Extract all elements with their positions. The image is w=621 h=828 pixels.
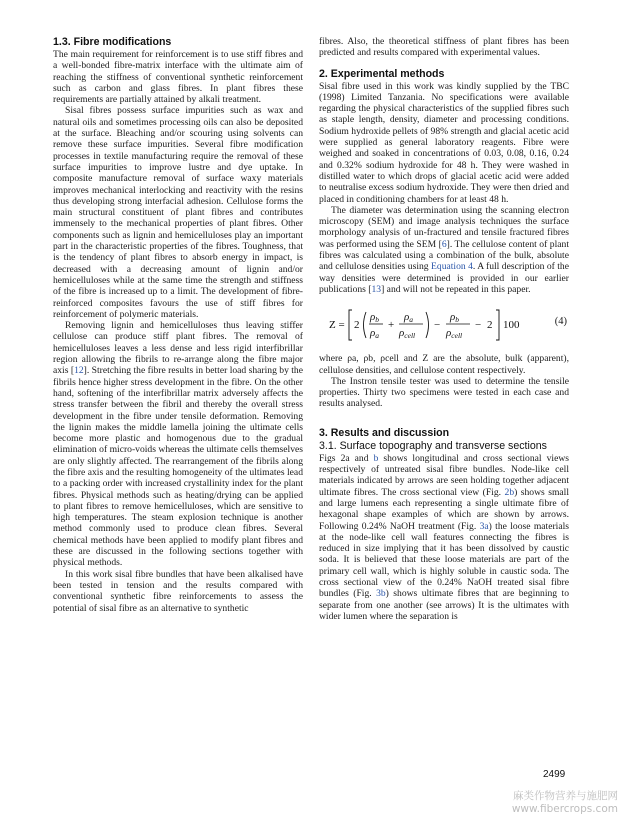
- equation-number: (4): [554, 316, 567, 328]
- figure-link[interactable]: b: [373, 452, 379, 464]
- section-heading-3-1: 3.1. Surface topography and transverse sections: [319, 439, 547, 452]
- paragraph-diameter: The diameter was determination using the scanning electron microscopy (SEM) and image analysis techniques the surface morphology analysis of un-fractured and tensile fractured fibres was performed using the SEM [6]. The cellulose content of plant fibres was calculated using a combination of the bulk, absolute and cellulose densities using Equation 4. A full description of the way densities were determined is provided in our earlier publications [13] and will not be repeated in this paper.: [319, 204, 569, 295]
- paragraph-removing-lignin: Removing lignin and hemicelluloses thus leaving stiffer cellulose can produce stiff plant fibres. The removal of hemicelluloses leaves a less dense and less rigid interfibrillar region allowing the fibrils to re-arrange along the fibre major axis [12]. Stretching the fibre results in better load sharing by the fibrils hence higher stress development in the fibre. On the other hand, softening of the interfibrillar matrix adversely affects the stress transfer between the fibril and thereby the overall stress development in the fibre under tensile deformation. Removing the lignin makes the middle lamella joining the ultimate cells become more plastic and homogenous due to the gradual elimination of micro-voids whereas the ultimate cells themselves are only slightly affected. The rearrangement of the fibrils along the fibre axis and the resulting homogeneity of the ultimates lead to a packing order with increased crystallinity index for the plant fibres. Physical methods such as heating/drying can be applied to plant fibres to remove hemicelluloses, which are sensitive to high temperatures. The steam explosion technique is another method commonly used to produce clean fibres. Several chemical methods have been applied to modify plant fibres and these are discussed in the following sections together with physical methods.: [53, 320, 303, 569]
- equation-link[interactable]: Equation 4: [431, 261, 473, 273]
- watermark-line-1: 麻类作物营养与施肥网: [513, 790, 618, 802]
- svg-text:ρcell: ρcell: [399, 327, 416, 341]
- section-heading-2: 2. Experimental methods: [319, 67, 445, 80]
- paragraph-this-work: In this work sisal fibre bundles that have been alkalised have been tested in tension and the results compared with conventional synthetic fibre reinforcements to assess the potential of sisal fibre as an alternative to synthetic: [53, 568, 303, 614]
- right-column: [319, 36, 569, 622]
- section-heading-1-3: 1.3. Fibre modifications: [53, 36, 172, 48]
- svg-text:Z =: Z =: [329, 319, 345, 332]
- svg-text:2: 2: [354, 319, 360, 332]
- figure-link[interactable]: 3b: [376, 588, 386, 600]
- citation-link[interactable]: 12: [74, 365, 84, 377]
- paragraph-where: where ρa, ρb, ρcell and Z are the absolute, bulk (apparent), cellulose densities, and cellulose content respectively.: [319, 353, 569, 376]
- figure-link[interactable]: 3a: [479, 520, 489, 532]
- left-column: [53, 36, 303, 614]
- figure-link[interactable]: 2b: [504, 486, 515, 498]
- paragraph-instron: The Instron tensile tester was used to determine the tensile properties. Thirty two specimens were tested in each case and results analysed.: [319, 375, 569, 410]
- citation-link[interactable]: 13: [371, 283, 382, 295]
- svg-text:ρb: ρb: [370, 311, 380, 325]
- svg-text:ρa: ρa: [404, 311, 414, 325]
- paragraph-requirement: The main requirement for reinforcement is to use stiff fibres and a well-bonded fibre-matrix interface with the ultimate aim of reaching the stiffness of conventional synthetic reinforcement such as carbon and glass fibres. In plant fibres these requirements are partially attained by alkali treatment.: [53, 49, 303, 106]
- watermark-line-2: www.fibercrops.com: [511, 803, 618, 815]
- page-number: 2499: [543, 769, 566, 780]
- paragraph-surface-impurities: Sisal fibres possess surface impurities such as wax and natural oils and sometimes processing oils can also be deposited at the surface. Bleaching and/or scouring using solvents can remove these surface impurities. Several fibre modification processes in textile manufacturing require the removal of these surface impurities to improve lustre and dye uptake. In composite manufacture removal of surface waxy materials improves mechanical interlocking and reactivity with the resins thus developing strong interfacial adhesion. Cellulose forms the main structural constituent of plant fibres and contributes immensely to the mechanical properties of plant fibres. Other components such as lignin and hemicelluloses play an important part in the characteristic properties of the fibres. Toughness, that is the tendency of plant fibres to absorb energy in impact, is decreased with a decreasing amount of lignin and/or hemicelluloses while at the same time the strength and stiffness of the fibre is increased up to a limit. The development of fibre-reinforced composites favours the use of stiff fibres for reinforcement of polymeric materials.: [53, 105, 303, 320]
- svg-text:ρb: ρb: [450, 311, 460, 325]
- svg-text:ρcell: ρcell: [446, 327, 463, 341]
- svg-text:100: 100: [503, 319, 520, 332]
- section-heading-3: 3. Results and discussion: [319, 426, 450, 439]
- paragraph-figs: Figs 2a and b shows longitudinal and cross sectional views respectively of untreated sisal fibre bundles. Node-like cell materials indicated by arrows are seen holding together adjacent ultimate fibres. The cross sectional view (Fig. 2b) shows small and large lumens each representing a single ultimate fibre of hexagonal shape examples of which are shown by arrows. Following 0.24% NaOH treatment (Fig. 3a) the loose materials at the node-like cell wall features connecting the fibres is reduced in size implying that it has been dissolved by caustic soda. It is believed that these loose materials are part of the primary cell wall, which is highly soluble in caustic soda. The cross sectional view of the 0.24% NaOH treated sisal fibre bundles (Fig. 3b) shows ultimate fibres that are beginning to separate from one another (see arrows) It is the ultimates with wider lumen where the separation is: [319, 452, 569, 622]
- equation-graphic: [319, 303, 569, 347]
- svg-text:ρa: ρa: [370, 327, 380, 341]
- citation-link[interactable]: 6: [441, 238, 447, 250]
- equation-4: [319, 303, 569, 347]
- svg-text:2: 2: [487, 319, 493, 332]
- watermark: [478, 790, 618, 816]
- paragraph-sisal-fibre: Sisal fibre used in this work was kindly supplied by the TBC (1998) Limited Tanzania. No specifications were available regarding the physical characteristics of the supplied fibres such as staple length, density, diameter and processing conditions. Sodium hydroxide pellets of 98% strength and glacial acetic acid were supplied as general laboratory reagents. Fibre were weighed and soaked in concentrations of 0.03, 0.08, 0.16, 0.24 and 0.32% sodium hydroxide for 48 h. They were washed in distilled water to which drops of glacial acetic acid were added to neutralise excess sodium hydroxide. They were then dried and placed in conditioning chambers for at least 48 h.: [319, 80, 569, 205]
- svg-text:+: +: [388, 319, 395, 332]
- svg-text:−: −: [434, 319, 441, 332]
- svg-text:−: −: [475, 319, 482, 332]
- paragraph-continuation: fibres. Also, the theoretical stiffness of plant fibres has been predicted and results compared with experimental values.: [319, 36, 569, 59]
